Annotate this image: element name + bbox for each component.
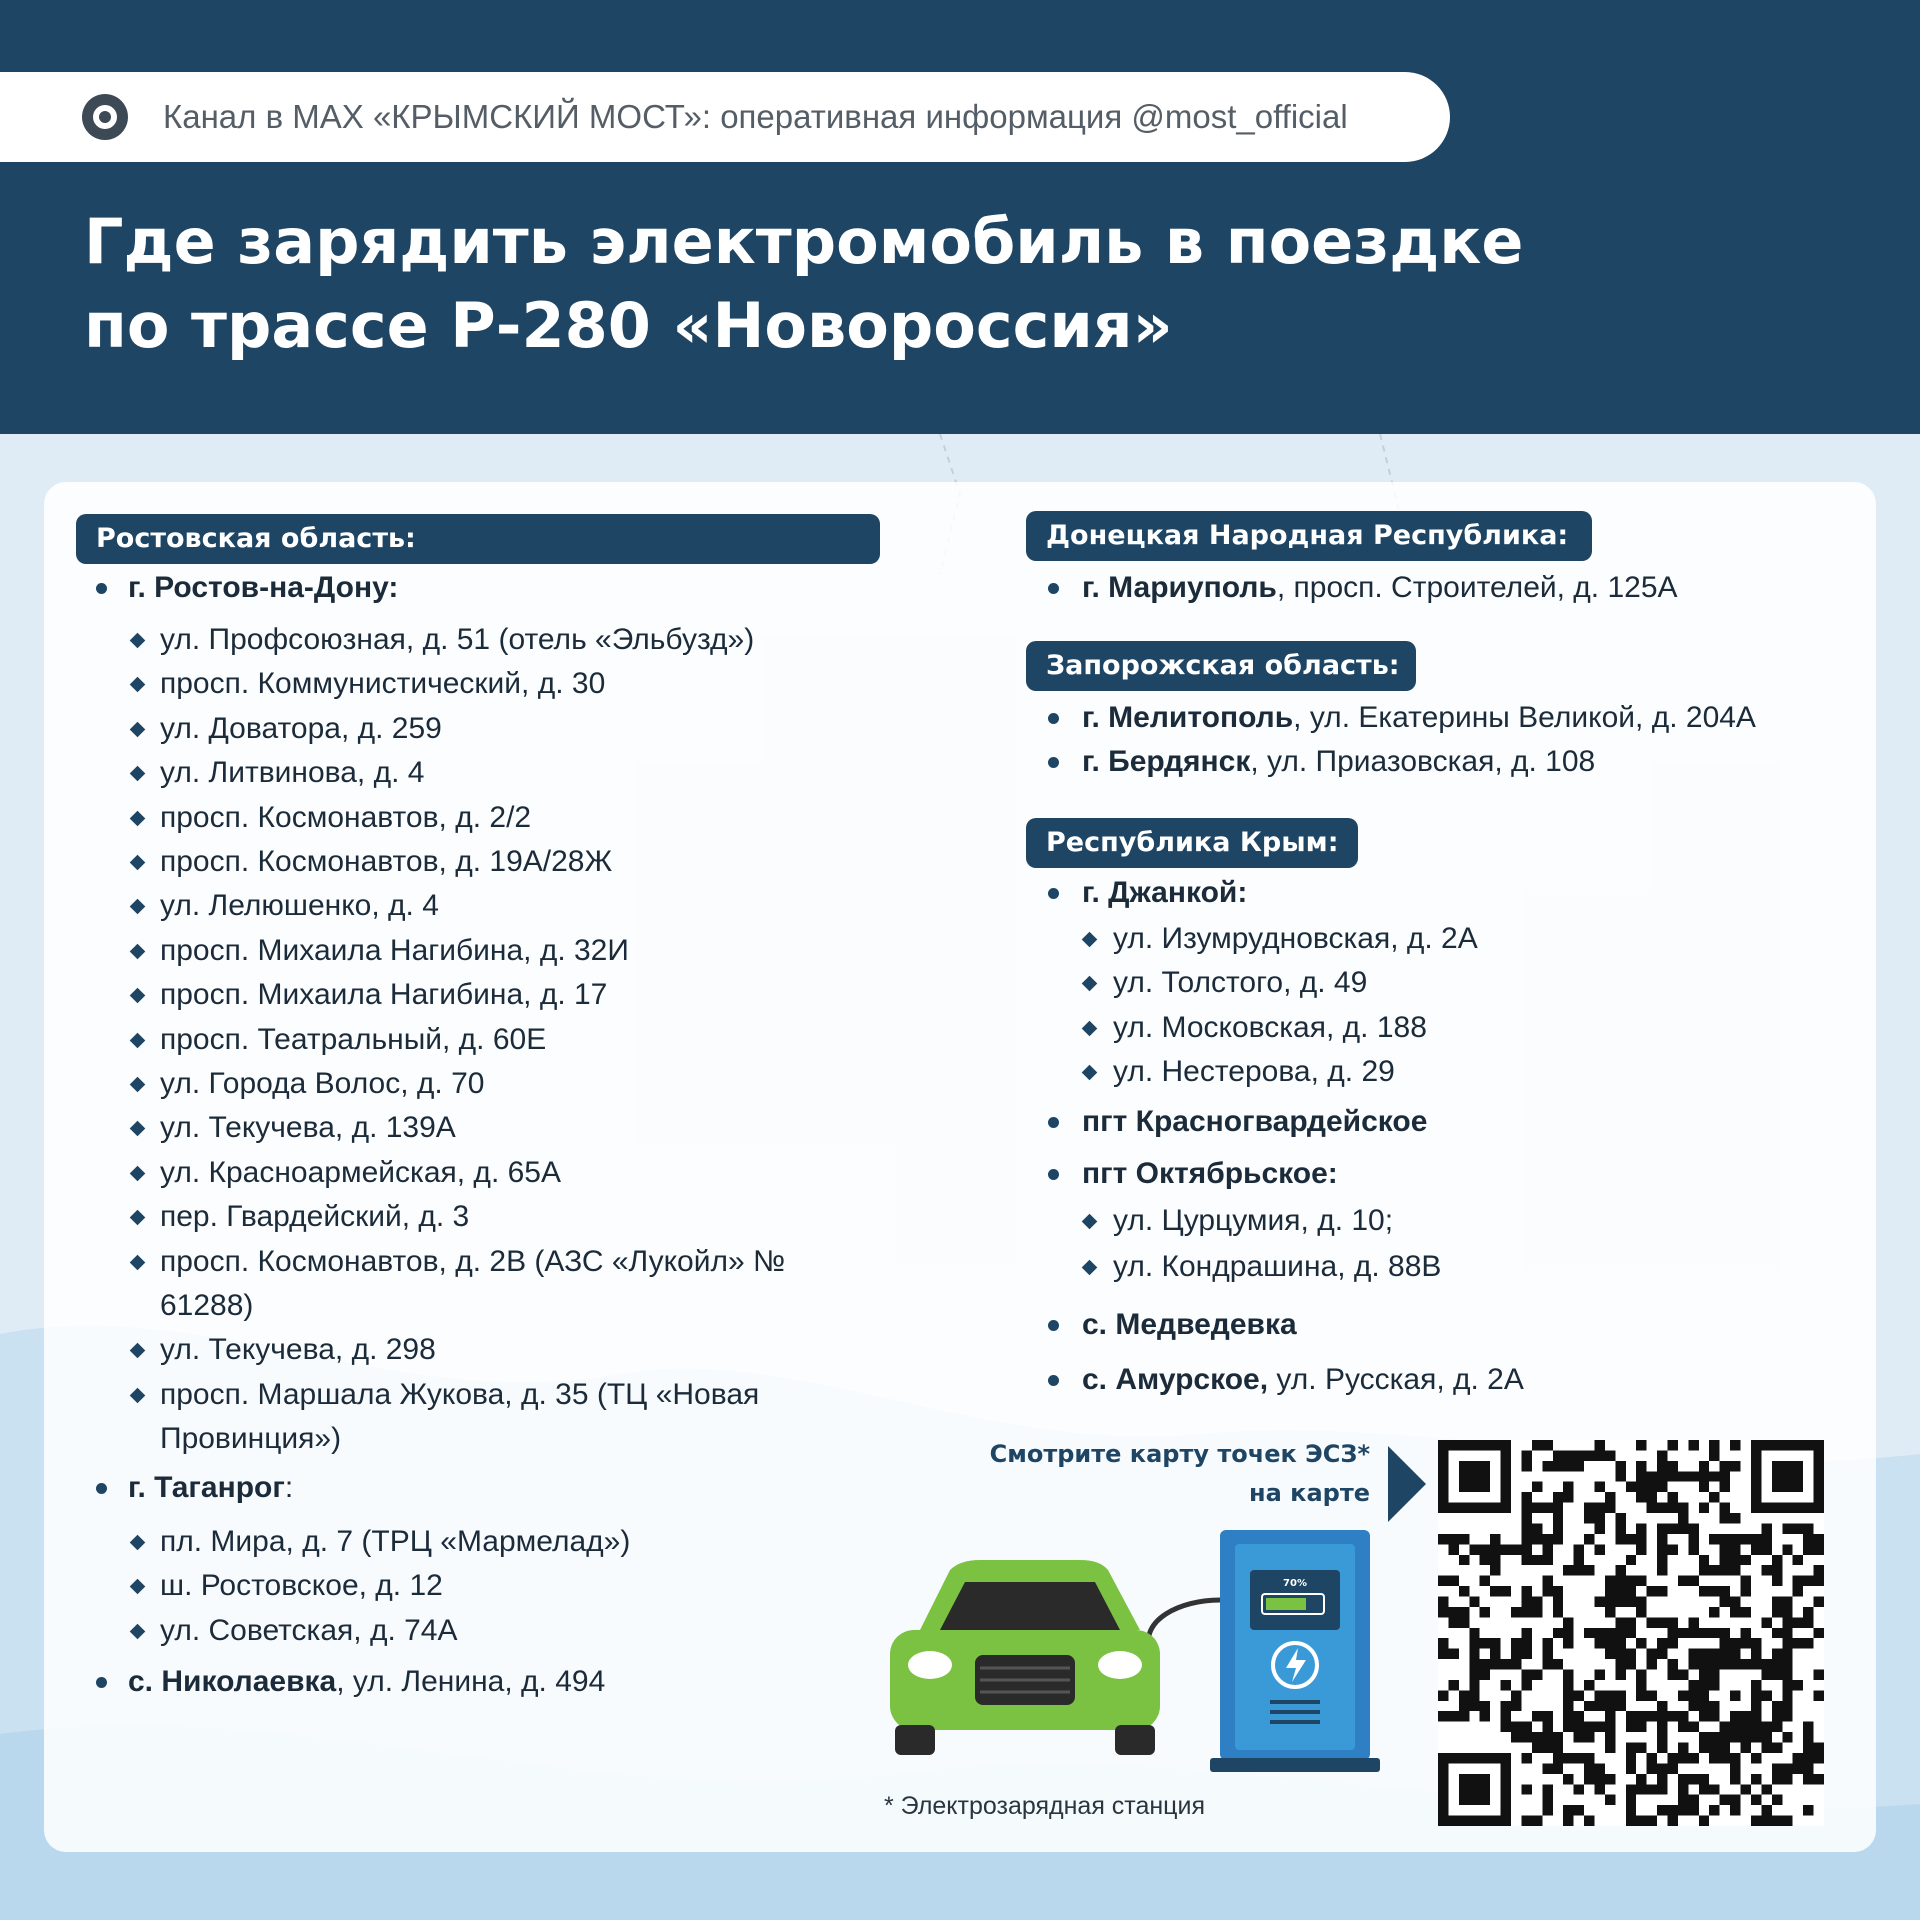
street-address: ул. Доватора, д. 259 <box>160 711 442 745</box>
nikolaevka-line <box>128 1660 605 1704</box>
channel-pill[interactable] <box>0 72 1450 162</box>
promo-line-2: на карте <box>1249 1479 1370 1507</box>
city-taganrog-line <box>128 1466 293 1510</box>
street-address: просп. Михаила Нагибина, д. 32И <box>160 933 629 967</box>
street-address: просп. Коммунистический, д. 30 <box>160 667 606 701</box>
bullet-dot <box>1048 1375 1059 1386</box>
channel-text: Канал в МАХ «КРЫМСКИЙ МОСТ»: оперативная информация @most_official <box>163 98 1348 135</box>
qr-code[interactable] <box>1438 1440 1824 1826</box>
town-krasnogvardeyskoe: пгт Красногвардейское <box>1082 1105 1428 1138</box>
street-address: ул. Толстого, д. 49 <box>1113 966 1368 1000</box>
city-rostov: г. Ростов-на-Дону: <box>128 571 399 604</box>
taganrog-colon: : <box>284 1471 294 1504</box>
bullet-dot <box>1048 1117 1059 1128</box>
bullet-dot <box>1048 713 1059 724</box>
page-title <box>84 200 1784 368</box>
melitopol-address: , ул. Екатерины Великой, д. 204А <box>1293 701 1756 734</box>
ev-charging-illustration <box>880 1530 1400 1780</box>
region-header-dnr: Донецкая Народная Республика: <box>1026 511 1592 561</box>
berdyansk-address: , ул. Приазовская, д. 108 <box>1250 745 1596 778</box>
footnote: * Электрозарядная станция <box>884 1792 1206 1820</box>
street-address: просп. Театральный, д. 60Е <box>160 1022 547 1056</box>
title-line-2: по трассе Р-280 «Новороссия» <box>84 289 1173 362</box>
map-promo-text <box>960 1435 1370 1513</box>
street-address: просп. Михаила Нагибина, д. 17 <box>160 978 608 1012</box>
battery-label: 70% <box>1283 1578 1307 1589</box>
region-header-zaporozhye: Запорожская область: <box>1026 641 1416 691</box>
mariupol-address: , просп. Строителей, д. 125А <box>1276 571 1678 604</box>
street-address: просп. Маршала Жукова, д. 35 (ТЦ «Новая Провинция») <box>160 1377 760 1455</box>
bullet-dot <box>1048 888 1059 899</box>
max-logo-icon <box>82 94 128 140</box>
bullet-dot <box>96 1677 107 1688</box>
street-address: пл. Мира, д. 7 (ТРЦ «Мармелад») <box>160 1525 631 1558</box>
street-address: ул. Текучева, д. 298 <box>160 1333 436 1367</box>
street-address: ул. Изумрудновская, д. 2А <box>1113 922 1478 955</box>
nikolaevka-address: , ул. Ленина, д. 494 <box>336 1665 606 1698</box>
berdyansk-line <box>1082 740 1595 784</box>
bullet-dot <box>1048 583 1059 594</box>
city-nikolaevka: с. Николаевка <box>128 1665 337 1698</box>
mariupol-line <box>1082 566 1678 610</box>
bullet-dot <box>1048 1169 1059 1180</box>
street-address: ул. Советская, д. 74А <box>160 1613 458 1647</box>
bullet-dot <box>96 583 107 594</box>
bullet-dot <box>1048 1320 1059 1331</box>
street-address: ул. Красноармейская, д. 65А <box>160 1155 561 1189</box>
city-melitopol: г. Мелитополь <box>1082 701 1294 734</box>
village-medvedevka: с. Медведевка <box>1082 1308 1297 1341</box>
street-address: просп. Космонавтов, д. 2В (АЗС «Лукойл» № 61288) <box>160 1244 786 1322</box>
street-address: ул. Московская, д. 188 <box>1113 1010 1427 1044</box>
street-address: пер. Гвардейский, д. 3 <box>160 1200 470 1234</box>
header-banner <box>0 0 1920 434</box>
street-address: ул. Текучева, д. 139А <box>160 1111 456 1145</box>
town-oktyabrskoe: пгт Октябрьское: <box>1082 1157 1338 1190</box>
amurskoe-address: ул. Русская, д. 2А <box>1268 1363 1524 1396</box>
city-taganrog: г. Таганрог <box>128 1471 285 1504</box>
street-address: ул. Лелюшенко, д. 4 <box>160 889 439 923</box>
city-mariupol: г. Мариуполь <box>1082 571 1277 604</box>
electric-car-icon <box>890 1560 1160 1755</box>
street-address: ул. Кондрашина, д. 88В <box>1113 1250 1442 1283</box>
street-address: ул. Города Волос, д. 70 <box>160 1067 485 1100</box>
street-address: ул. Литвинова, д. 4 <box>160 756 425 790</box>
street-address: ул. Профсоюзная, д. 51 (отель «Эльбузд») <box>160 623 755 656</box>
region-header-rostov: Ростовская область: <box>76 514 880 564</box>
street-address: ш. Ростовское, д. 12 <box>160 1569 443 1603</box>
arrow-right-icon <box>1388 1446 1426 1522</box>
charging-station-icon <box>1148 1530 1380 1772</box>
promo-line-1: Смотрите карту точек ЭСЗ* <box>989 1440 1370 1468</box>
title-line-1: Где зарядить электромобиль в поездке <box>84 205 1524 278</box>
village-amurskoe: с. Амурское, <box>1082 1363 1269 1396</box>
amurskoe-line <box>1082 1358 1524 1402</box>
street-address: просп. Космонавтов, д. 2/2 <box>160 800 532 834</box>
bullet-dot <box>96 1483 107 1494</box>
melitopol-line <box>1082 696 1756 740</box>
street-address: ул. Цурцумия, д. 10; <box>1113 1204 1394 1237</box>
street-address: ул. Нестерова, д. 29 <box>1113 1055 1395 1089</box>
street-address: просп. Космонавтов, д. 19А/28Ж <box>160 845 613 878</box>
bullet-dot <box>1048 757 1059 768</box>
region-header-crimea: Республика Крым: <box>1026 818 1358 868</box>
city-dzhankoy: г. Джанкой: <box>1082 876 1248 909</box>
city-berdyansk: г. Бердянск <box>1082 745 1251 778</box>
